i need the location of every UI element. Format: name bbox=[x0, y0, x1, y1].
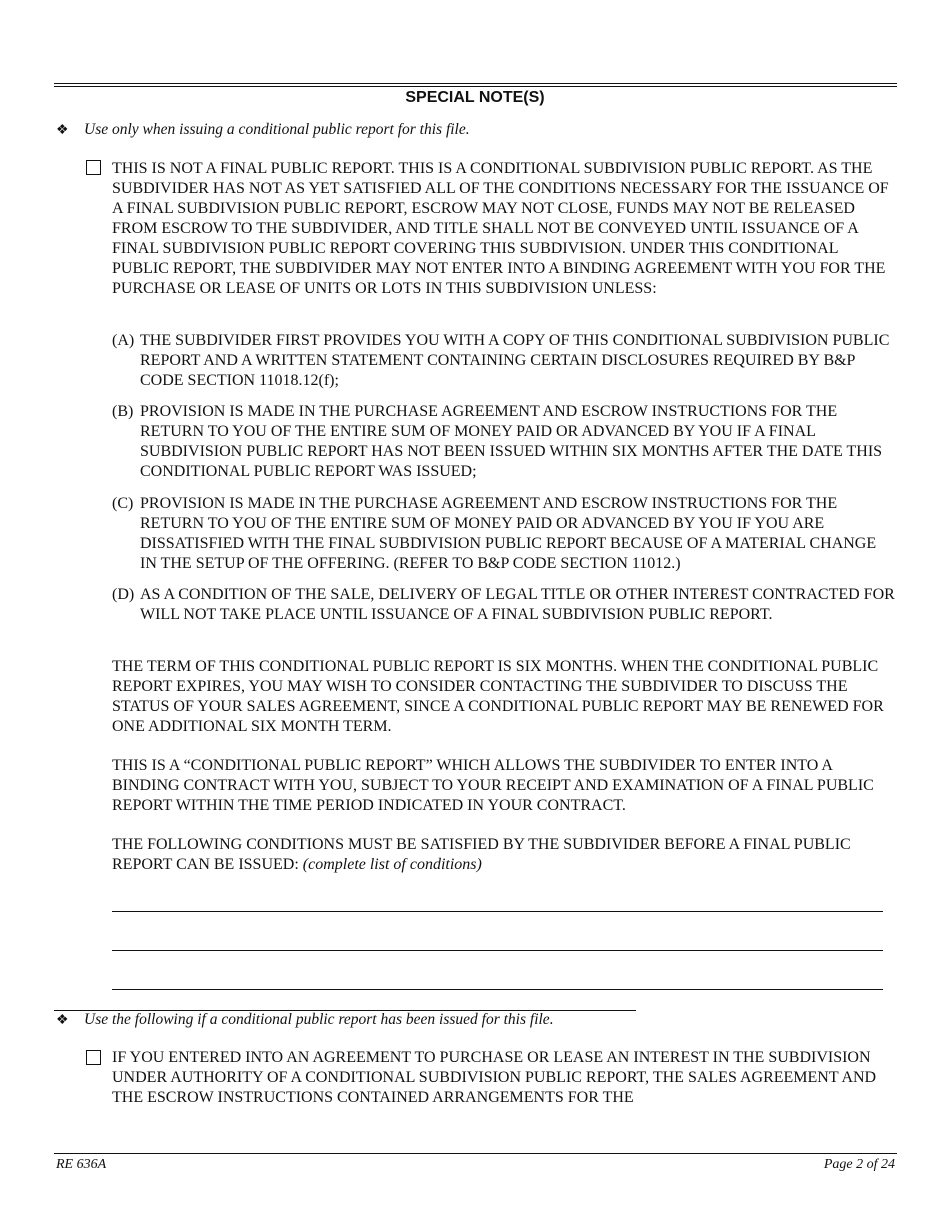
footer-rule bbox=[54, 1153, 897, 1154]
following-note: (complete list of conditions) bbox=[302, 856, 482, 873]
condition-d bbox=[112, 585, 896, 625]
binding-paragraph: THIS IS A “CONDITIONAL PUBLIC REPORT” WHICH ALLOWS THE SUBDIVIDER TO ENTER INTO A BINDING CONTRACT WITH YOU, SUBJECT TO YOUR RECEIPT AND EXAMINATION OF A FINAL PUBLIC REPORT WITHIN THE TIME PERIOD INDICATED IN YOUR CONTRACT. bbox=[112, 757, 874, 814]
condition-text: PROVISION IS MADE IN THE PURCHASE AGREEMENT AND ESCROW INSTRUCTIONS FOR THE RETURN TO YOU OF THE ENTIRE SUM OF MONEY PAID OR ADVANCED BY YOU IF YOU ARE DISSATISFIED WITH THE FINAL SUBDIVISION PUBLIC REPORT BECAUSE OF A MATERIAL CHANGE IN THE SETUP OF THE OFFERING. (REFER TO B&P CODE SECTION 11012.) bbox=[140, 495, 877, 572]
conditional-report-checkbox[interactable] bbox=[86, 160, 101, 175]
top-rule-1 bbox=[54, 83, 897, 84]
instruction-text: Use the following if a conditional public report has been issued for this file. bbox=[84, 1011, 554, 1028]
following-text: THE FOLLOWING CONDITIONS MUST BE SATISFIED BY THE SUBDIVIDER BEFORE A FINAL PUBLIC REPORT CAN BE ISSUED: bbox=[112, 836, 851, 873]
page-number: Page 2 of 24 bbox=[823, 1157, 895, 1172]
instruction-bullet-1 bbox=[56, 121, 470, 139]
condition-label: (D) bbox=[112, 586, 135, 603]
diamond-bullet-icon: ❖ bbox=[56, 1013, 69, 1028]
main-paragraph: THIS IS NOT A FINAL PUBLIC REPORT. THIS IS A CONDITIONAL SUBDIVISION PUBLIC REPORT. AS THE SUBDIVIDER HAS NOT AS YET SATISFIED ALL OF THE CONDITIONS NECESSARY FOR THE ISSUANCE OF A FINAL SUBDIVISION PUBLIC REPORT, ESCROW MAY NOT CLOSE, FUNDS MAY NOT BE RELEASED FROM ESCROW TO THE SUBDIVIDER, AND TITLE SHALL NOT BE CONVEYED UNTIL ISSUANCE OF A FINAL SUBDIVISION PUBLIC REPORT COVERING THIS SUBDIVISION. UNDER THIS CONDITIONAL PUBLIC REPORT, THE SUBDIVIDER MAY NOT ENTER INTO A BINDING AGREEMENT WITH YOU FOR THE PURCHASE OR LEASE OF UNITS OR LOTS IN THIS SUBDIVISION UNLESS: bbox=[112, 160, 889, 297]
diamond-bullet-icon: ❖ bbox=[56, 123, 69, 138]
issued-report-checkbox[interactable] bbox=[86, 1050, 101, 1065]
following-paragraph bbox=[112, 835, 896, 875]
form-id: RE 636A bbox=[56, 1157, 107, 1172]
condition-label: (B) bbox=[112, 403, 134, 420]
page-title: SPECIAL NOTE(S) bbox=[405, 89, 545, 106]
condition-entry-line-2[interactable] bbox=[112, 950, 883, 951]
instruction-bullet-2 bbox=[56, 1011, 554, 1029]
condition-entry-line-1[interactable] bbox=[112, 911, 883, 912]
condition-label: (A) bbox=[112, 332, 135, 349]
condition-entry-line-3[interactable] bbox=[112, 989, 883, 990]
condition-c bbox=[112, 494, 896, 574]
top-rule-2 bbox=[54, 86, 897, 87]
entered-paragraph: IF YOU ENTERED INTO AN AGREEMENT TO PURCHASE OR LEASE AN INTEREST IN THE SUBDIVISION UNDER AUTHORITY OF A CONDITIONAL SUBDIVISION PUBLIC REPORT, THE SALES AGREEMENT AND THE ESCROW INSTRUCTIONS CONTAINED ARRANGEMENTS FOR THE bbox=[112, 1049, 877, 1106]
condition-text: AS A CONDITION OF THE SALE, DELIVERY OF LEGAL TITLE OR OTHER INTEREST CONTRACTED FOR WILL NOT TAKE PLACE UNTIL ISSUANCE OF A FINAL SUBDIVISION PUBLIC REPORT. bbox=[140, 586, 895, 623]
condition-b bbox=[112, 402, 896, 482]
condition-a bbox=[112, 331, 896, 391]
condition-label: (C) bbox=[112, 495, 134, 512]
condition-text: THE SUBDIVIDER FIRST PROVIDES YOU WITH A COPY OF THIS CONDITIONAL SUBDIVISION PUBLIC REPORT AND A WRITTEN STATEMENT CONTAINING CERTAIN DISCLOSURES REQUIRED BY B&P CODE SECTION 11018.12(f); bbox=[140, 332, 890, 389]
instruction-text: Use only when issuing a conditional public report for this file. bbox=[84, 121, 470, 138]
condition-text: PROVISION IS MADE IN THE PURCHASE AGREEMENT AND ESCROW INSTRUCTIONS FOR THE RETURN TO YOU OF THE ENTIRE SUM OF MONEY PAID OR ADVANCED BY YOU IF A FINAL SUBDIVISION PUBLIC REPORT HAS NOT BEEN ISSUED WITHIN SIX MONTHS AFTER THE DATE THIS CONDITIONAL PUBLIC REPORT WAS ISSUED; bbox=[140, 403, 883, 480]
term-paragraph: THE TERM OF THIS CONDITIONAL PUBLIC REPORT IS SIX MONTHS. WHEN THE CONDITIONAL PUBLIC REPORT EXPIRES, YOU MAY WISH TO CONSIDER CONTACTING THE SUBDIVIDER TO DISCUSS THE STATUS OF YOUR SALES AGREEMENT, SINCE A CONDITIONAL PUBLIC REPORT MAY BE RENEWED FOR ONE ADDITIONAL SIX MONTH TERM. bbox=[112, 658, 884, 735]
